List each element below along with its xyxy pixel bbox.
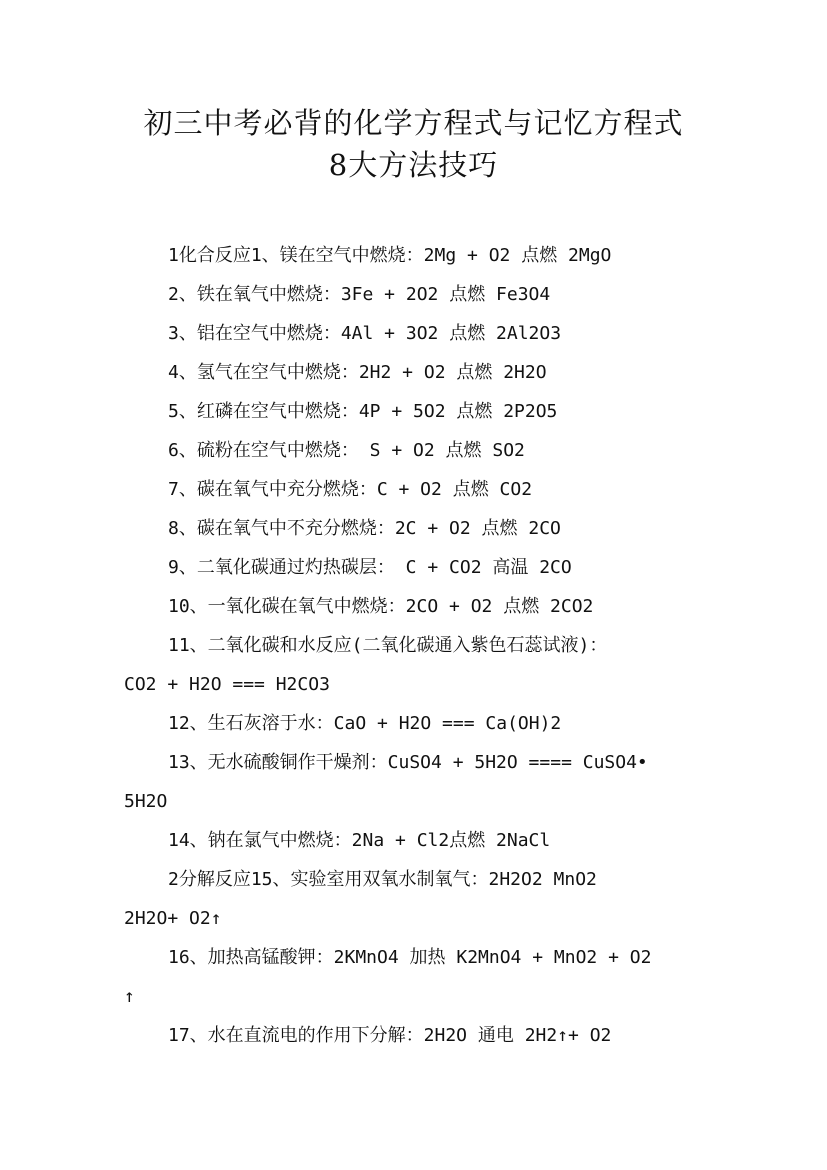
- text-line: 3、铝在空气中燃烧：4Al + 3O2 点燃 2Al2O3: [168, 323, 562, 344]
- text-line: 2、铁在氧气中燃烧：3Fe + 2O2 点燃 Fe3O4: [168, 284, 551, 305]
- text-line: 2分解反应15、实验室用双氧水制氧气：2H2O2 MnO2: [168, 869, 597, 890]
- document-body: [124, 236, 714, 1055]
- text-line: 17、水在直流电的作用下分解：2H2O 通电 2H2↑+ O2: [168, 1025, 612, 1046]
- text-line: 13、无水硫酸铜作干燥剂：CuSO4 + 5H2O ==== CuSO4•: [168, 752, 648, 773]
- text-line: 12、生石灰溶于水：CaO + H2O === Ca(OH)2: [168, 713, 562, 734]
- text-line: ↑: [124, 986, 135, 1007]
- text-line: CO2 + H2O === H2CO3: [124, 674, 330, 695]
- text-line: 14、钠在氯气中燃烧：2Na + Cl2点燃 2NaCl: [168, 830, 551, 851]
- document-title-line2: 8大方法技巧: [328, 148, 499, 182]
- text-line: 4、氢气在空气中燃烧：2H2 + O2 点燃 2H2O: [168, 362, 547, 383]
- text-line: 6、硫粉在空气中燃烧： S + O2 点燃 SO2: [168, 440, 525, 461]
- text-line: 10、一氧化碳在氧气中燃烧：2CO + O2 点燃 2CO2: [168, 596, 594, 617]
- text-line: 2H2O+ O2↑: [124, 908, 222, 929]
- text-line: 9、二氧化碳通过灼热碳层： C + CO2 高温 2CO: [168, 557, 572, 578]
- text-line: 5、红磷在空气中燃烧：4P + 5O2 点燃 2P2O5: [168, 401, 558, 422]
- text-line: 1化合反应1、镁在空气中燃烧：2Mg + O2 点燃 2MgO: [168, 245, 612, 266]
- text-line: 5H2O: [124, 791, 168, 812]
- text-line: 11、二氧化碳和水反应(二氧化碳通入紫色石蕊试液)：: [168, 635, 608, 656]
- text-line: 16、加热高锰酸钾：2KMnO4 加热 K2MnO4 + MnO2 + O2: [168, 947, 652, 968]
- text-line: 7、碳在氧气中充分燃烧：C + O2 点燃 CO2: [168, 479, 533, 500]
- document-title-line1: 初三中考必背的化学方程式与记忆方程式: [143, 106, 684, 140]
- text-line: 8、碳在氧气中不充分燃烧：2C + O2 点燃 2CO: [168, 518, 561, 539]
